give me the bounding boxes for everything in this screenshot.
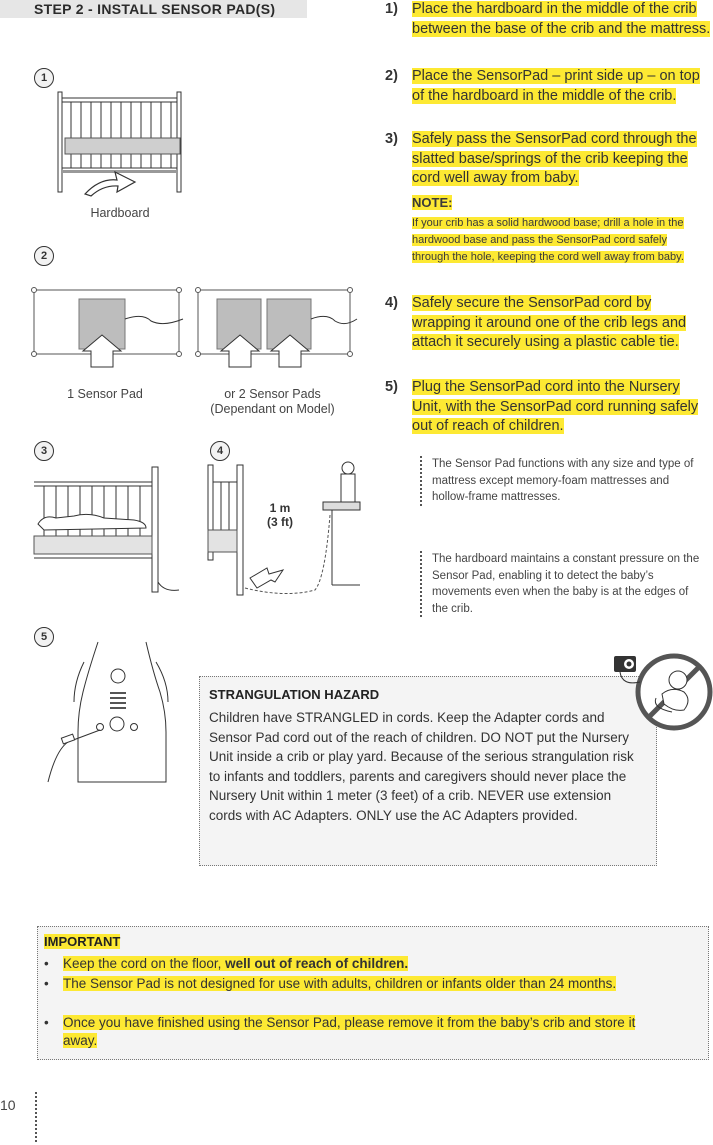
side-note-hardboard: The hardboard maintains a constant pressure on the Sensor Pad, enabling it to detect the baby’s movements even when the baby is at the edges of the crib. bbox=[420, 551, 702, 617]
figure-1-number: 1 bbox=[34, 68, 54, 88]
hazard-body: Children have STRANGLED in cords. Keep the Adapter cords and Sensor Pad cord out of the reach of children. DO NOT put the Nursery Unit inside a crib or play yard. Because of the serious strangulation risk to infants and toddlers, parents and caregivers should never place the Nursery Unit within 1 meter (3 feet) of a crib. NEVER use extension cords with AC Adapters. ONLY use the AC Adapters provided. bbox=[209, 710, 634, 823]
step-2-text: Place the SensorPad – print side up – on top of the hardboard in the middle of the crib. bbox=[412, 68, 700, 104]
note-title: NOTE: bbox=[412, 195, 453, 210]
hazard-title: STRANGULATION HAZARD bbox=[209, 687, 380, 702]
side-note-mattress: The Sensor Pad functions with any size and type of mattress except memory-foam mattresses and hollow-frame mattresses. bbox=[420, 456, 702, 506]
page-divider bbox=[35, 1092, 37, 1142]
figure-3-number: 3 bbox=[34, 441, 54, 461]
bullet-3-text: Once you have finished using the Sensor Pad, please remove it from the baby’s crib and store it away. bbox=[63, 1015, 636, 1048]
bullet-2-text: The Sensor Pad is not designed for use with adults, children or infants older than 24 months. bbox=[63, 976, 617, 991]
important-title: IMPORTANT bbox=[44, 934, 121, 949]
no-baby-cord-warning-icon bbox=[612, 652, 712, 734]
single-sensor-pad-illustration bbox=[33, 289, 193, 369]
step-4-number: 4) bbox=[385, 295, 398, 311]
important-bullet-3: • Once you have finished using the Sensor Pad, please remove it from the baby’s crib and store it away. bbox=[44, 1015, 636, 1048]
step-2 bbox=[385, 67, 712, 106]
step-5 bbox=[385, 378, 712, 437]
step-3 bbox=[385, 130, 712, 189]
step-5-text: Plug the SensorPad cord into the Nursery Unit, with the SensorPad cord running safely out of reach of children. bbox=[412, 379, 699, 434]
crib-distance-illustration bbox=[205, 460, 360, 600]
figure-1-caption: Hardboard bbox=[90, 206, 150, 220]
figure-4-number: 4 bbox=[210, 441, 230, 461]
baby-in-crib-illustration bbox=[34, 462, 184, 592]
distance-label-feet: (3 ft) bbox=[267, 515, 293, 529]
page-number: 10 bbox=[0, 1097, 16, 1113]
figure-2-caption-left: 1 Sensor Pad bbox=[67, 387, 143, 401]
bullet-1-text: Keep the cord on the floor, bbox=[63, 956, 226, 971]
crib-hardboard-illustration bbox=[55, 90, 185, 205]
step-1-number: 1) bbox=[385, 1, 398, 17]
step-2-number: 2) bbox=[385, 68, 398, 84]
step-4 bbox=[385, 294, 712, 353]
important-bullet-1: • Keep the cord on the floor, well out of reach of children. bbox=[44, 956, 409, 971]
figure-2-caption-right-1: or 2 Sensor Pads bbox=[224, 387, 321, 401]
step-1 bbox=[385, 0, 712, 39]
figure-2-number: 2 bbox=[34, 246, 54, 266]
step-4-text: Safely secure the SensorPad cord by wrapping it around one of the crib legs and attach it securely using a plastic cable tie. bbox=[412, 295, 687, 350]
bullet-1-bold: well out of reach of children. bbox=[225, 956, 409, 971]
nursery-unit-illustration bbox=[38, 632, 188, 792]
figure-2-caption-right-2: (Dependant on Model) bbox=[210, 402, 335, 416]
step-3-number: 3) bbox=[385, 131, 398, 147]
step-header: STEP 2 - INSTALL SENSOR PAD(S) bbox=[0, 0, 307, 18]
step-5-number: 5) bbox=[385, 379, 398, 395]
important-bullet-2: • The Sensor Pad is not designed for use with adults, children or infants older than 24 months. bbox=[44, 976, 617, 991]
dual-sensor-pad-illustration bbox=[197, 289, 362, 369]
distance-label-meters: 1 m bbox=[269, 501, 291, 515]
figure-5-number: 5 bbox=[34, 627, 54, 647]
step-1-text: Place the hardboard in the middle of the crib between the base of the crib and the mattress. bbox=[412, 1, 711, 37]
note-text: If your crib has a solid hardwood base; drill a hole in the hardwood base and pass the SensorPad cord safely through the hole, keeping the cord well away from baby. bbox=[412, 217, 684, 263]
step-3-text: Safely pass the SensorPad cord through the slatted base/springs of the crib keeping the cord well away from baby. bbox=[412, 131, 697, 186]
